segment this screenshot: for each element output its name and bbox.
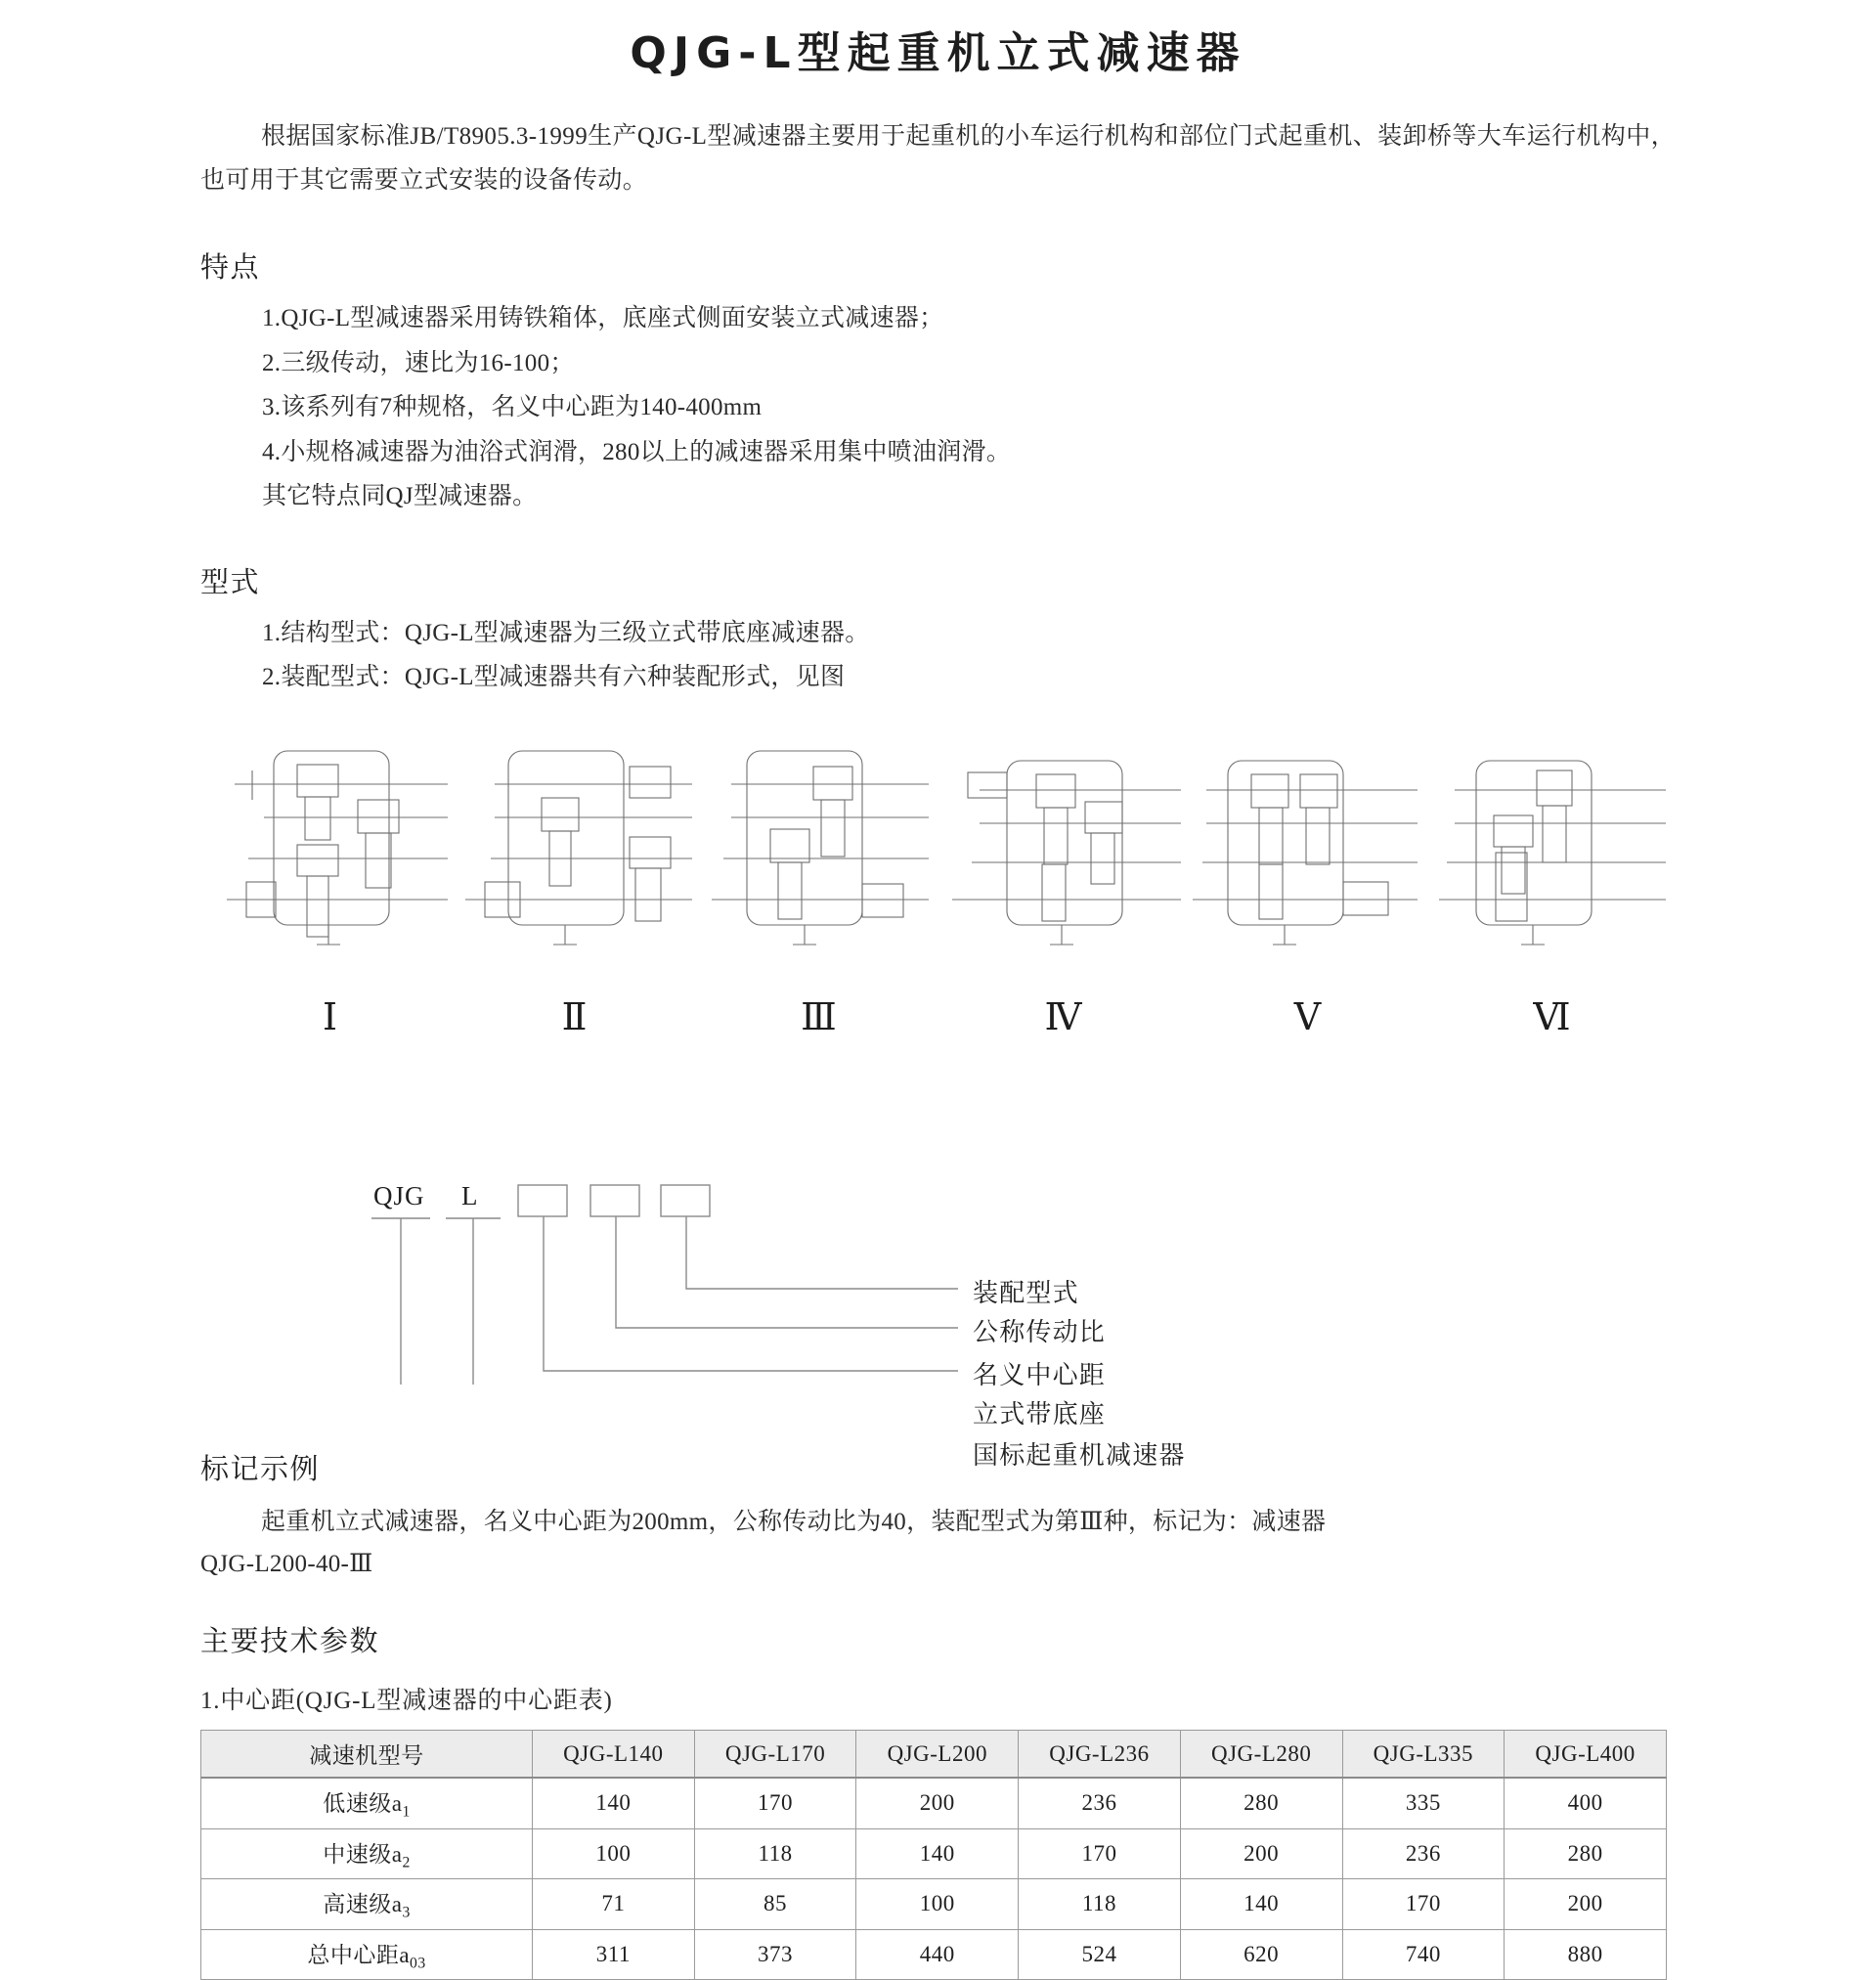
col-header-l170: QJG-L170: [694, 1731, 856, 1779]
assembly-label-1: Ⅰ: [322, 996, 338, 1038]
cell: 71: [533, 1879, 695, 1930]
cell: 280: [1505, 1828, 1667, 1879]
cell: 236: [1342, 1828, 1505, 1879]
assembly-diagram-strip: [0, 743, 1876, 997]
list-item: 1.结构型式：QJG-L型减速器为三级立式带底座减速器。: [262, 619, 870, 646]
row-label-subscript: 3: [402, 1904, 411, 1921]
list-item: 1.QJG-L型减速器采用铸铁箱体，底座式侧面安装立式减速器；: [262, 305, 944, 331]
col-header-l236: QJG-L236: [1019, 1731, 1181, 1779]
code-token-l: L: [461, 1180, 479, 1210]
cell: 118: [694, 1828, 856, 1879]
cell: 280: [1180, 1778, 1342, 1828]
code-label-nominal-center-distance: 名义中心距: [973, 1360, 1107, 1389]
cell: 200: [856, 1778, 1019, 1828]
cell: 236: [1019, 1778, 1181, 1828]
row-label-subscript: 2: [402, 1854, 411, 1871]
row-label: 总中心距$a_{03}$: [201, 1929, 533, 1980]
cell: 200: [1180, 1828, 1342, 1879]
col-header-l400: QJG-L400: [1505, 1731, 1667, 1779]
mark-example-text: [200, 1501, 1676, 1544]
gearbox-diagram-5: [1191, 743, 1425, 948]
code-box-1: [518, 1185, 567, 1216]
code-box-2: [590, 1185, 639, 1216]
gearbox-diagram-1: [213, 743, 448, 948]
intro-text: 根据国家标准JB/T8905.3-1999生产QJG-L型减速器主要用于起重机的小车运行机构和部位门式起重机、装卸桥等大车运行机构中，也可用于其它需要立式安装的设备传动。: [200, 123, 1676, 194]
gearbox-diagram-4: [946, 743, 1181, 948]
cell: 170: [1019, 1828, 1181, 1879]
intro-paragraph: [200, 115, 1676, 202]
code-label-nominal-ratio: 公称传动比: [973, 1317, 1107, 1346]
table-body: [201, 1778, 1667, 1980]
row-label-text: 低速级: [323, 1791, 392, 1816]
cell: 140: [1180, 1879, 1342, 1930]
col-header-l335: QJG-L335: [1342, 1731, 1505, 1779]
cell: 335: [1342, 1778, 1505, 1828]
col-header-l280: QJG-L280: [1180, 1731, 1342, 1779]
row-label-text: 高速级: [323, 1892, 392, 1917]
cell: 118: [1019, 1879, 1181, 1930]
code-label-national-standard: 国标起重机减速器: [973, 1440, 1186, 1470]
cell: 170: [1342, 1879, 1505, 1930]
col-header-model: 减速机型号: [201, 1731, 533, 1779]
table-head: [201, 1731, 1667, 1779]
table-row: [201, 1828, 1667, 1879]
table-row: [201, 1879, 1667, 1930]
cell: 620: [1180, 1929, 1342, 1980]
cell: 100: [533, 1828, 695, 1879]
gearbox-diagram-2: [458, 743, 692, 948]
cell: 524: [1019, 1929, 1181, 1980]
gearbox-diagram-6: [1435, 743, 1670, 948]
cell: 880: [1505, 1929, 1667, 1980]
cell: 85: [694, 1879, 856, 1930]
list-item: 4.小规格减速器为油浴式润滑，280以上的减速器采用集中喷油润滑。: [262, 438, 1012, 465]
assembly-label-5: Ⅴ: [1293, 996, 1323, 1038]
cell: 400: [1505, 1778, 1667, 1828]
cell: 311: [533, 1929, 695, 1980]
table-row: [201, 1778, 1667, 1828]
mark-example-code: QJG-L200-40-Ⅲ: [200, 1551, 373, 1578]
assembly-label-6: Ⅵ: [1533, 996, 1572, 1038]
features-heading: 特点: [200, 252, 261, 284]
list-item: 3.该系列有7种规格，名义中心距为140-400mm: [262, 394, 763, 420]
features-list: [262, 299, 1876, 472]
cell: 740: [1342, 1929, 1505, 1980]
tech-params-subheading: 1.中心距(QJG-L型减速器的中心距表): [200, 1688, 613, 1714]
cell: 140: [856, 1828, 1019, 1879]
mark-example-heading: 标记示例: [200, 1453, 321, 1485]
row-label-text: 总中心距: [307, 1942, 400, 1967]
cell: 440: [856, 1929, 1019, 1980]
col-header-l200: QJG-L200: [856, 1731, 1019, 1779]
tech-params-heading: 主要技术参数: [200, 1626, 380, 1657]
list-item: 2.装配型式：QJG-L型减速器共有六种装配形式，见图: [262, 664, 846, 690]
code-token-qjg: QJG: [373, 1180, 425, 1210]
row-label-text: 中速级: [323, 1841, 392, 1867]
row-label: 低速级$a_1$: [201, 1778, 533, 1828]
features-note: 其它特点同QJ型减速器。: [262, 483, 538, 509]
assembly-type-labels: [0, 995, 1876, 1052]
assembly-label-2: Ⅱ: [561, 996, 589, 1038]
cell: 140: [533, 1778, 695, 1828]
code-label-vertical-with-base: 立式带底座: [973, 1399, 1107, 1429]
cell: 200: [1505, 1879, 1667, 1930]
row-label: 高速级$a_3$: [201, 1879, 533, 1930]
row-label: 中速级$a_2$: [201, 1828, 533, 1879]
assembly-label-3: Ⅲ: [801, 996, 838, 1038]
gearbox-diagram-3: [702, 743, 937, 948]
type-list: [262, 614, 1876, 698]
row-label-subscript: 03: [410, 1955, 426, 1972]
col-header-l140: QJG-L140: [533, 1731, 695, 1779]
code-box-3: [661, 1185, 710, 1216]
cell: 170: [694, 1778, 856, 1828]
row-label-subscript: 1: [402, 1803, 411, 1821]
cell: 373: [694, 1929, 856, 1980]
center-distance-table: [200, 1730, 1667, 1980]
cell: 100: [856, 1879, 1019, 1930]
table-header-row: [201, 1731, 1667, 1779]
code-label-assembly-type: 装配型式: [973, 1278, 1079, 1307]
mark-example-body: 起重机立式减速器，名义中心距为200mm，公称传动比为40，装配型式为第Ⅲ种，标记为：减速器: [261, 1508, 1327, 1535]
assembly-label-4: Ⅳ: [1044, 996, 1083, 1038]
list-item: 2.三级传动，速比为16-100；: [262, 349, 575, 376]
type-heading: 型式: [200, 566, 261, 598]
table-row: [201, 1929, 1667, 1980]
page-title: QJG-L型起重机立式减速器: [630, 28, 1246, 78]
